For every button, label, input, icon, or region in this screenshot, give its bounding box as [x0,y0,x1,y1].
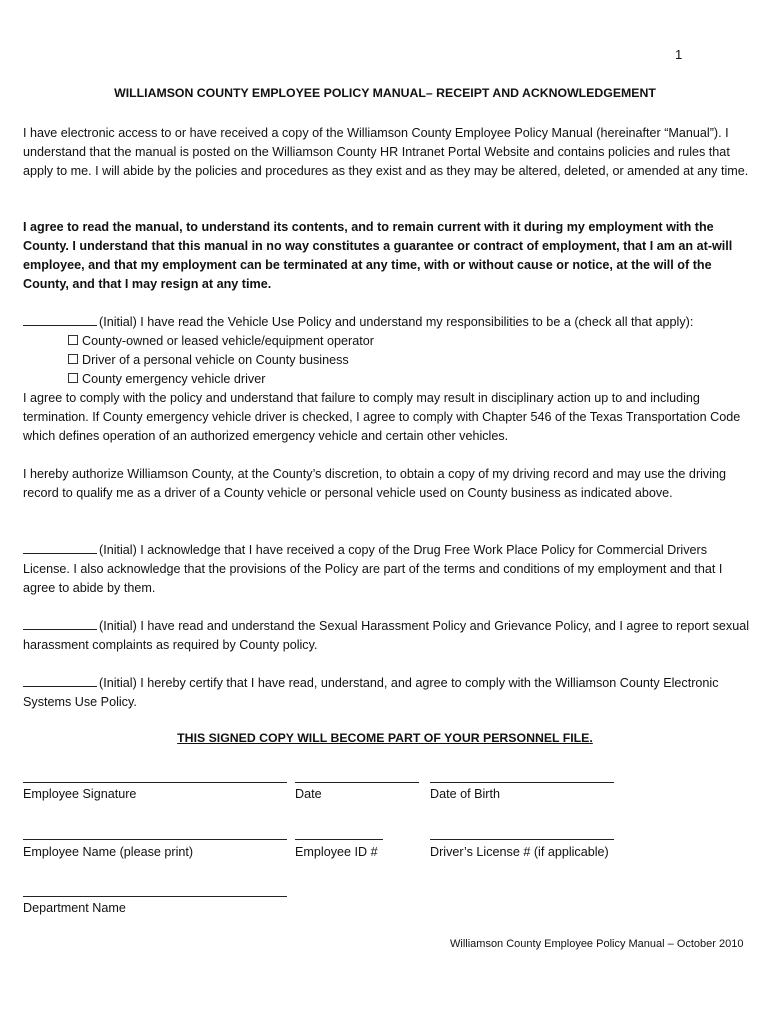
electronic-paragraph [23,674,749,712]
employee-id-line[interactable] [295,839,383,840]
initial-blank-drug-free[interactable] [23,541,97,554]
employee-name-line[interactable] [23,839,287,840]
drug-free-paragraph [23,541,749,598]
date-of-birth-label: Date of Birth [430,787,500,801]
initial-blank-electronic[interactable] [23,674,97,687]
vehicle-option-personal[interactable] [68,351,349,370]
vehicle-comply-paragraph: I agree to comply with the policy and understand that failure to comply may result in disciplinary action up to and including termination. If County emergency vehicle driver is checked, I agree to comply with Chapter 546 of the Texas Transportation Code which defines operation of an authorized emergency vehicle and certain other vehicles. [23,391,741,443]
intro-paragraph: I have electronic access to or have received a copy of the Williamson County Employee Policy Manual (hereinafter “Manual”). I understand that the manual is posted on the Williamson County HR Intranet Portal Website and contains policies and rules that apply to me. I will abide by the policies and procedures as they exist and as they may be altered, deleted, or amended at any time. [23,126,749,178]
vehicle-option-label: County-owned or leased vehicle/equipment operator [82,334,374,348]
document-title: WILLIAMSON COUNTY EMPLOYEE POLICY MANUAL– RECEIPT AND ACKNOWLEDGEMENT [114,86,656,100]
driving-record-paragraph: I hereby authorize Williamson County, at the County’s discretion, to obtain a copy of my driving record and may use the driving record to qualify me as a driver of a County vehicle or personal vehicle used on County business as indicated above. [23,467,727,500]
vehicle-option-emergency[interactable] [68,370,265,389]
date-line[interactable] [295,782,419,783]
checkbox-icon[interactable] [68,373,78,383]
employee-id-label: Employee ID # [295,845,378,859]
personnel-file-notice: THIS SIGNED COPY WILL BECOME PART OF YOUR PERSONNEL FILE. [177,731,593,745]
department-name-line[interactable] [23,896,287,897]
vehicle-policy-paragraph [23,313,749,332]
employee-signature-label: Employee Signature [23,787,137,801]
page-footer: Williamson County Employee Policy Manual – October 2010 [450,938,744,950]
vehicle-policy-text: (Initial) I have read the Vehicle Use Policy and understand my responsibilities to be a (check all that apply): [99,315,694,329]
page-number: 1 [675,47,683,62]
date-of-birth-line[interactable] [430,782,614,783]
department-name-label: Department Name [23,901,126,915]
agreement-paragraph: I agree to read the manual, to understand its contents, and to remain current with it during my employment with the County. I understand that this manual in no way constitutes a guarantee or contract of employment, that I am an at-will employee, and that my employment can be terminated at any time, with or without cause or notice, at the will of the County, and that I may resign at any time. [23,220,733,291]
vehicle-option-label: County emergency vehicle driver [82,372,266,386]
checkbox-icon[interactable] [68,335,78,345]
vehicle-option-label: Driver of a personal vehicle on County business [82,353,349,367]
date-label: Date [295,787,322,801]
harassment-text: (Initial) I have read and understand the Sexual Harassment Policy and Grievance Policy, and I agree to report sexual harassment complaints as required by County policy. [23,619,749,652]
checkbox-icon[interactable] [68,354,78,364]
electronic-text: (Initial) I hereby certify that I have read, understand, and agree to comply with the Williamson County Electronic Systems Use Policy. [23,676,719,709]
vehicle-option-county-owned[interactable] [68,332,374,351]
initial-blank-harassment[interactable] [23,617,97,630]
drug-free-text: (Initial) I acknowledge that I have received a copy of the Drug Free Work Place Policy for Commercial Drivers License. I also acknowledge that the provisions of the Policy are part of the terms and conditions of my employment and that I agree to abide by them. [23,543,723,595]
drivers-license-label: Driver’s License # (if applicable) [430,845,609,859]
employee-signature-line[interactable] [23,782,287,783]
drivers-license-line[interactable] [430,839,614,840]
initial-blank-vehicle[interactable] [23,313,97,326]
employee-name-label: Employee Name (please print) [23,845,194,859]
harassment-paragraph [23,617,749,655]
